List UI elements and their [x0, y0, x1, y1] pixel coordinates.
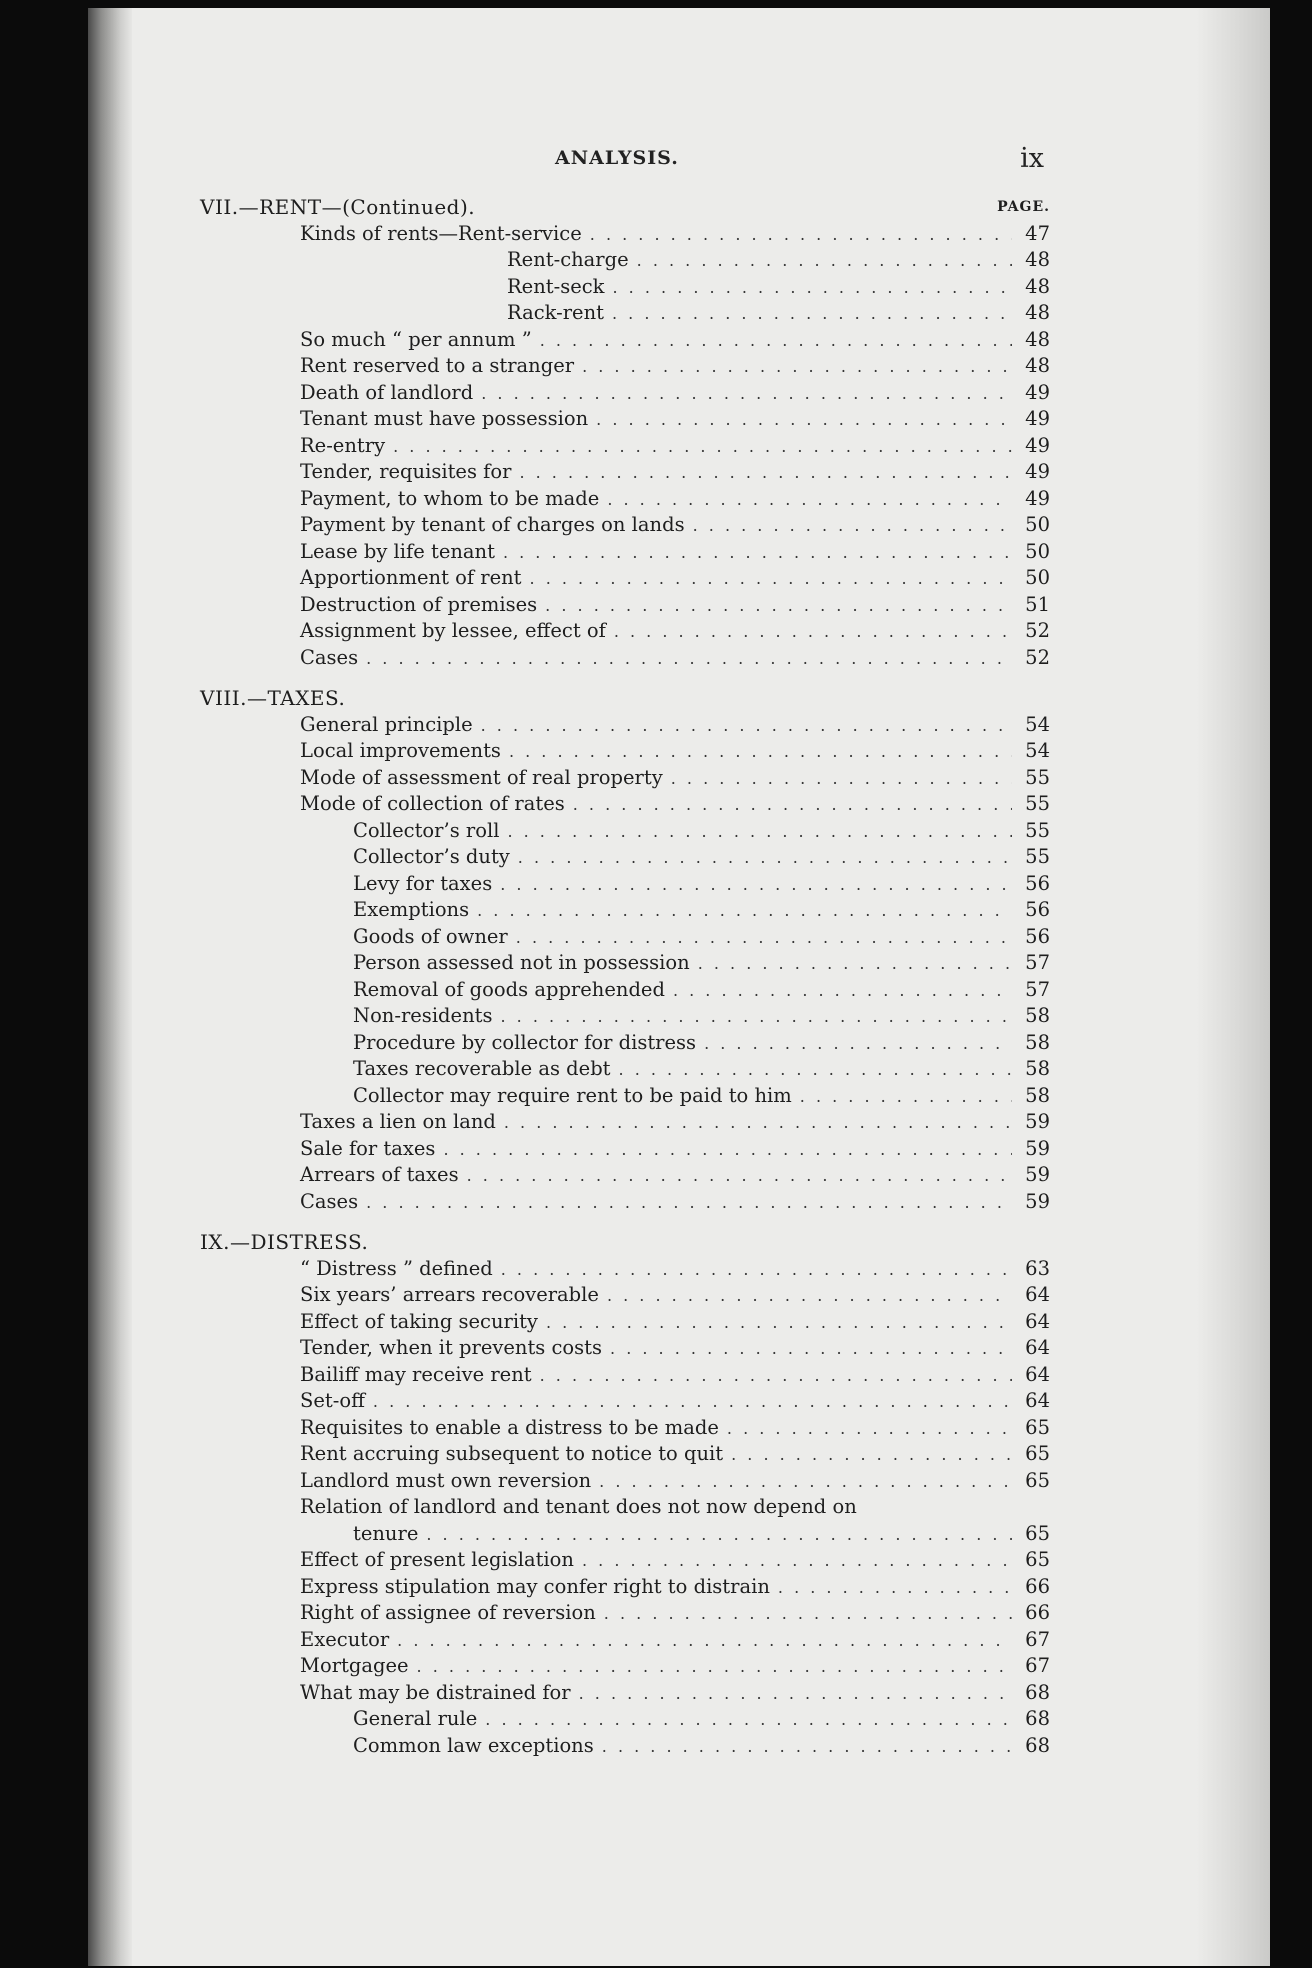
toc-entry-title: Destruction of premises: [300, 592, 538, 616]
toc-entry: [200, 1189, 1050, 1216]
page-folio: ix: [1020, 143, 1044, 174]
dot-leader: [619, 1057, 1012, 1084]
dot-leader: [507, 819, 1012, 846]
toc-entry-page: 64: [1025, 1362, 1050, 1386]
toc-entry-title: Express stipulation may confer right to distrain: [300, 1574, 770, 1598]
toc-entry-title: Requisites to enable a distress to be made: [300, 1415, 719, 1439]
toc-entry: [200, 1494, 1050, 1521]
toc-entry-title: Re-entry: [300, 433, 386, 457]
toc-entry-title: Collector’s roll: [353, 818, 500, 842]
dot-leader: [698, 951, 1012, 978]
dot-leader: [727, 1416, 1012, 1443]
toc-entry-page: 48: [1025, 301, 1050, 324]
toc-entry-page: 56: [1025, 871, 1050, 895]
dot-leader: [485, 1707, 1012, 1734]
toc-entry-page: 59: [1025, 1110, 1050, 1133]
dot-leader: [579, 1681, 1012, 1708]
section-heading: [200, 194, 1050, 221]
toc-entry-title: Tender, when it prevents costs: [300, 1336, 603, 1359]
table-of-contents: [200, 194, 1050, 1759]
dot-leader: [373, 1389, 1012, 1416]
toc-entry: [200, 1574, 1050, 1601]
toc-entry-page: 49: [1025, 380, 1050, 404]
toc-entry-page: 64: [1025, 1336, 1050, 1359]
toc-entry-page: 58: [1025, 1083, 1050, 1107]
toc-entry: [200, 1415, 1050, 1442]
dot-leader: [612, 301, 1012, 328]
dot-leader: [704, 1031, 1012, 1058]
toc-entry: [200, 1627, 1050, 1654]
toc-entry-page: 57: [1025, 977, 1050, 1001]
toc-entry-title: Executor: [300, 1627, 390, 1651]
toc-entry-title: Common law exceptions: [353, 1733, 594, 1757]
toc-entry-page: 55: [1025, 845, 1050, 868]
toc-entry-title: Payment by tenant of charges on lands: [300, 513, 685, 536]
toc-entry-page: 48: [1025, 354, 1050, 377]
toc-entry-title: Rack-rent: [507, 301, 604, 324]
toc-entry: [200, 818, 1050, 845]
dot-leader: [673, 978, 1012, 1005]
toc-entry-title: Mode of collection of rates: [300, 792, 565, 815]
toc-entry-title: Tender, requisites for: [300, 460, 512, 483]
dot-leader: [582, 1548, 1012, 1575]
toc-entry-title: Rent accruing subsequent to notice to quit: [300, 1442, 724, 1465]
toc-entry-page: 58: [1025, 1030, 1050, 1054]
toc-entry: [200, 406, 1050, 433]
dot-leader: [602, 1734, 1012, 1761]
dot-leader: [573, 792, 1012, 819]
toc-entry-title: Effect of present legislation: [300, 1548, 574, 1571]
toc-entry: [200, 1162, 1050, 1189]
toc-entry-page: 67: [1025, 1654, 1050, 1677]
dot-leader: [607, 487, 1012, 514]
toc-entry-page: 66: [1025, 1601, 1050, 1624]
toc-entry: [200, 791, 1050, 818]
toc-entry-page: 49: [1025, 486, 1050, 510]
toc-entry: [200, 618, 1050, 645]
toc-entry-title: General rule: [353, 1707, 478, 1730]
toc-entry: [200, 539, 1050, 566]
toc-entry-page: 50: [1025, 539, 1050, 563]
toc-entry: [200, 592, 1050, 619]
toc-entry: [200, 327, 1050, 354]
toc-entry-title: Cases: [300, 1189, 359, 1213]
dot-leader: [516, 925, 1012, 952]
toc-entry-title: Levy for taxes: [353, 871, 493, 895]
dot-leader: [519, 460, 1012, 487]
dot-leader: [610, 1336, 1012, 1363]
toc-entry-title: Local improvements: [300, 739, 501, 762]
toc-entry: [200, 1362, 1050, 1389]
dot-leader: [366, 1190, 1012, 1217]
dot-leader: [546, 1310, 1012, 1337]
toc-entry-page: 59: [1025, 1163, 1050, 1186]
dot-leader: [778, 1575, 1012, 1602]
toc-entry: [200, 1256, 1050, 1283]
toc-entry: [200, 221, 1050, 248]
toc-entry: [200, 712, 1050, 739]
dot-leader: [417, 1654, 1012, 1681]
toc-entry-page: 58: [1025, 1004, 1050, 1027]
toc-entry: [200, 924, 1050, 951]
toc-entry-title: Exemptions: [353, 898, 470, 921]
toc-entry-title: Payment, to whom to be made: [300, 486, 600, 510]
dot-leader: [613, 275, 1013, 302]
toc-entry: [200, 844, 1050, 871]
toc-entry-title: Removal of goods apprehended: [353, 977, 665, 1001]
toc-entry: [200, 1733, 1050, 1760]
toc-entry: [200, 1441, 1050, 1468]
toc-entry: [200, 486, 1050, 513]
toc-entry-title: Collector’s duty: [353, 845, 510, 868]
toc-entry: [200, 1136, 1050, 1163]
toc-entry-title: Sale for taxes: [300, 1136, 436, 1160]
dot-leader: [731, 1442, 1012, 1469]
toc-entry-title: Rent-seck: [507, 274, 605, 298]
toc-entry-title: tenure: [353, 1521, 419, 1545]
toc-entry-page: 57: [1025, 951, 1050, 974]
dot-leader: [596, 407, 1012, 434]
toc-entry: [200, 1653, 1050, 1680]
toc-entry-page: 49: [1025, 433, 1050, 457]
dot-leader: [540, 1363, 1012, 1390]
toc-entry: [200, 950, 1050, 977]
toc-entry-title: So much “ per annum ”: [300, 327, 532, 351]
section-heading: [200, 685, 1050, 712]
toc-entry-page: 66: [1025, 1574, 1050, 1598]
dot-leader: [693, 513, 1012, 540]
toc-entry: [200, 1030, 1050, 1057]
toc-entry-page: 54: [1025, 739, 1050, 762]
toc-entry-page: 48: [1025, 327, 1050, 351]
toc-entry-title: Mortgagee: [300, 1654, 409, 1677]
toc-entry-title: Taxes recoverable as debt: [353, 1057, 611, 1080]
toc-entry-page: 65: [1025, 1468, 1050, 1492]
dot-leader: [443, 1137, 1012, 1164]
dot-leader: [397, 1628, 1012, 1655]
running-head: [200, 145, 1050, 175]
toc-entry-title: Goods of owner: [353, 924, 508, 948]
toc-entry-page: 52: [1025, 645, 1050, 669]
dot-leader: [671, 766, 1012, 793]
dot-leader: [509, 739, 1012, 766]
dot-leader: [800, 1084, 1012, 1111]
toc-entry-title: Lease by life tenant: [300, 539, 495, 563]
toc-entry-title: Non-residents: [353, 1004, 493, 1027]
page-column-label: PAGE.: [997, 199, 1050, 215]
toc-entry: [200, 645, 1050, 672]
dot-leader: [540, 328, 1012, 355]
toc-entry-title: Rent-charge: [507, 248, 629, 271]
toc-entry: [200, 871, 1050, 898]
dot-leader: [530, 566, 1012, 593]
section-heading-text: IX.—DISTRESS.: [200, 1230, 369, 1254]
toc-entry-page: 59: [1025, 1136, 1050, 1160]
toc-entry-page: 50: [1025, 513, 1050, 536]
dot-leader: [599, 1469, 1012, 1496]
toc-entry-title: General principle: [300, 712, 473, 736]
toc-entry-page: 50: [1025, 566, 1050, 589]
toc-entry-page: 48: [1025, 274, 1050, 298]
dot-leader: [504, 1110, 1012, 1137]
dot-leader: [481, 713, 1012, 740]
dot-leader: [481, 381, 1012, 408]
toc-entry-title: Mode of assessment of real property: [300, 765, 663, 789]
dot-leader: [590, 222, 1012, 249]
toc-entry: [200, 1309, 1050, 1336]
toc-entry: [200, 738, 1050, 765]
toc-entry-page: 67: [1025, 1627, 1050, 1651]
dot-leader: [518, 845, 1012, 872]
toc-entry: [200, 1521, 1050, 1548]
toc-entry-title: Death of landlord: [300, 380, 474, 404]
toc-entry-page: 65: [1025, 1442, 1050, 1465]
toc-entry-title: Procedure by collector for distress: [353, 1030, 697, 1054]
toc-entry-title: Person assessed not in possession: [353, 951, 690, 974]
toc-entry-page: 65: [1025, 1521, 1050, 1545]
toc-entry-page: 68: [1025, 1707, 1050, 1730]
toc-entry-page: 58: [1025, 1057, 1050, 1080]
toc-entry-title: Rent reserved to a stranger: [300, 354, 575, 377]
dot-leader: [614, 619, 1012, 646]
toc-entry: [200, 459, 1050, 486]
toc-entry-page: 64: [1025, 1309, 1050, 1333]
toc-entry-title: Kinds of rents—Rent-service: [300, 221, 582, 245]
toc-entry-page: 51: [1025, 592, 1050, 616]
dot-leader: [477, 898, 1012, 925]
dot-leader: [393, 434, 1012, 461]
toc-entry-title: Relation of landlord and tenant does not now depend on: [300, 1495, 857, 1518]
toc-entry: [200, 380, 1050, 407]
toc-entry-page: 64: [1025, 1389, 1050, 1412]
toc-entry-page: 49: [1025, 407, 1050, 430]
toc-entry-page: 54: [1025, 712, 1050, 736]
dot-leader: [637, 248, 1012, 275]
toc-entry-page: 48: [1025, 248, 1050, 271]
toc-entry-title: Bailiff may receive rent: [300, 1362, 532, 1386]
book-spine-shadow: [88, 8, 132, 1966]
dot-leader: [501, 1257, 1012, 1284]
toc-entry-page: 55: [1025, 765, 1050, 789]
toc-entry: [200, 512, 1050, 539]
toc-entry: [200, 1706, 1050, 1733]
toc-entry-title: Apportionment of rent: [300, 566, 522, 589]
toc-entry-title: Landlord must own reversion: [300, 1468, 592, 1492]
toc-entry: [200, 977, 1050, 1004]
toc-entry-title: Effect of taking security: [300, 1309, 538, 1333]
toc-entry-title: Assignment by lessee, effect of: [300, 619, 606, 642]
toc-entry-title: Set-off: [300, 1389, 365, 1412]
toc-entry-page: 49: [1025, 460, 1050, 483]
toc-entry: [200, 1388, 1050, 1415]
toc-entry-page: 55: [1025, 818, 1050, 842]
toc-entry-title: “ Distress ” defined: [300, 1256, 493, 1280]
page-edge-shadow: [1196, 8, 1270, 1966]
toc-entry: [200, 565, 1050, 592]
toc-entry: [200, 897, 1050, 924]
toc-entry-page: 68: [1025, 1680, 1050, 1704]
toc-entry: [200, 1468, 1050, 1495]
toc-entry-page: 68: [1025, 1733, 1050, 1757]
dot-leader: [604, 1601, 1012, 1628]
toc-entry-page: 56: [1025, 924, 1050, 948]
toc-entry-title: What may be distrained for: [300, 1680, 571, 1704]
toc-entry-page: 59: [1025, 1189, 1050, 1213]
toc-entry-title: Six years’ arrears recoverable: [300, 1283, 599, 1306]
toc-entry-title: Arrears of taxes: [300, 1163, 459, 1186]
toc-entry-page: 52: [1025, 619, 1050, 642]
toc-entry: [200, 274, 1050, 301]
toc-entry: [200, 1282, 1050, 1309]
toc-entry: [200, 433, 1050, 460]
toc-entry: [200, 1109, 1050, 1136]
toc-entry: [200, 765, 1050, 792]
dot-leader: [503, 540, 1012, 567]
toc-entry: [200, 300, 1050, 327]
toc-entry-page: 55: [1025, 792, 1050, 815]
toc-entry: [200, 1600, 1050, 1627]
toc-entry: [200, 1335, 1050, 1362]
toc-entry-page: 65: [1025, 1415, 1050, 1439]
section-heading: [200, 1229, 1050, 1256]
toc-entry: [200, 1680, 1050, 1707]
dot-leader: [467, 1163, 1012, 1190]
toc-entry: [200, 1083, 1050, 1110]
toc-entry-title: Right of assignee of reversion: [300, 1601, 596, 1624]
section-heading-text: VIII.—TAXES.: [200, 686, 346, 710]
toc-entry: [200, 247, 1050, 274]
toc-entry-page: 47: [1025, 221, 1050, 245]
toc-entry-page: 56: [1025, 898, 1050, 921]
toc-entry: [200, 1003, 1050, 1030]
dot-leader: [545, 593, 1012, 620]
toc-entry-title: Taxes a lien on land: [300, 1110, 496, 1133]
toc-entry-page: 65: [1025, 1548, 1050, 1571]
toc-entry: [200, 1547, 1050, 1574]
toc-entry-title: Tenant must have possession: [300, 407, 589, 430]
toc-entry: [200, 1056, 1050, 1083]
toc-entry-page: 64: [1025, 1283, 1050, 1306]
toc-entry-title: Collector may require rent to be paid to him: [353, 1083, 792, 1107]
dot-leader: [426, 1522, 1012, 1549]
section-heading-text: VII.—RENT—(Continued).: [200, 195, 476, 219]
dot-leader: [500, 872, 1012, 899]
dot-leader: [366, 646, 1012, 673]
toc-entry: [200, 353, 1050, 380]
dot-leader: [607, 1283, 1012, 1310]
dot-leader: [582, 354, 1012, 381]
running-head-title: ANALYSIS.: [555, 147, 679, 169]
toc-entry-title: Cases: [300, 645, 359, 669]
dot-leader: [500, 1004, 1012, 1031]
toc-entry-page: 63: [1025, 1256, 1050, 1280]
